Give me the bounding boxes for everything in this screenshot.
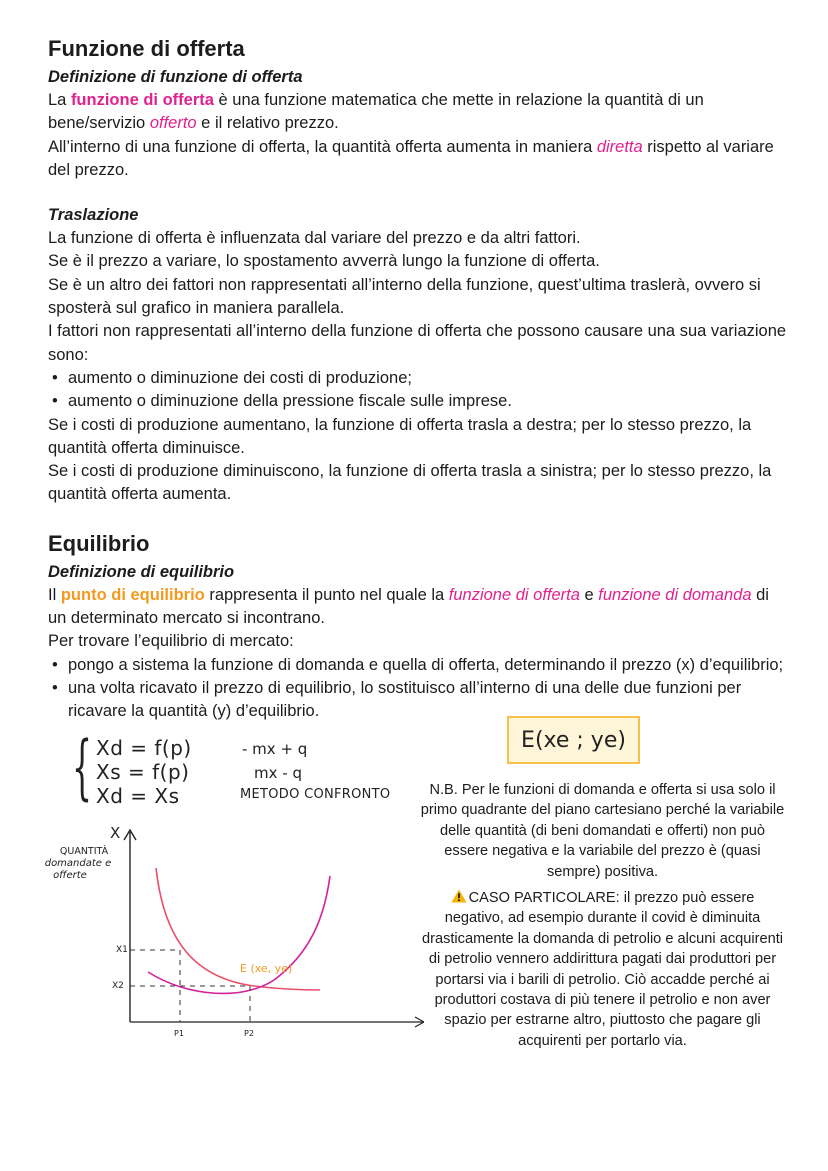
list-item: • una volta ricavato il prezzo di equilibrio, lo sostituisco all’interno di una delle due funzioni per ricavare la quantità (y) d’equilibrio. <box>48 677 788 724</box>
warning-icon <box>451 889 467 903</box>
nb-text: N.B. Per le funzioni di domanda e offerta si usa solo il primo quadrante del piano cartesiano perché la variabile delle quantità (di beni domandati e offerti) non può essere negativa e la variabile del prezzo è (quasi sempre) positiva. <box>420 782 785 880</box>
document-page <box>48 36 788 724</box>
axis-x-letter: X <box>110 824 121 842</box>
traslazione-after-2: Se i costi di produzione diminuiscono, la funzione di offerta trasla a sinistra; per lo stesso prezzo, la quantità offerta aumenta. <box>48 462 772 504</box>
paragraph-trovare-equilibrio: Per trovare l’equilibrio di mercato: <box>48 632 294 651</box>
traslazione-line-4: I fattori non rappresentati all’interno della funzione di offerta che possono causare una sua variazione sono: <box>48 322 787 364</box>
tick-x1: X1 <box>116 945 128 955</box>
list-item: • pongo a sistema la funzione di domanda e quella di offerta, determinando il prezzo (x) d’equilibrio; <box>48 654 788 677</box>
system-brace: { <box>72 726 93 808</box>
term-offerto: offerto <box>149 114 197 133</box>
section-title-equilibrio: Equilibrio <box>48 530 150 556</box>
tick-p1: P1 <box>174 1029 184 1038</box>
term-funzione-offerta-2: funzione di offerta <box>448 585 580 604</box>
note-demand-formula: - mx + q <box>242 740 308 758</box>
nb-note <box>420 780 785 1051</box>
list-item: • aumento o diminuzione della pressione fiscale sulle imprese. <box>48 390 788 413</box>
system-line-2: Xs = f(p) <box>96 760 190 784</box>
demand-curve <box>156 868 320 990</box>
traslazione-line-2: Se è il prezzo a variare, lo spostamento avverrà lungo la funzione di offerta. <box>48 252 600 271</box>
term-diretta: diretta <box>596 137 643 156</box>
traslazione-line-1: La funzione di offerta è influenzata dal variare del prezzo e da altri fattori. <box>48 229 581 248</box>
system-line-3: Xd = Xs <box>96 784 180 808</box>
subtitle-definizione-offerta: Definizione di funzione di offerta <box>48 68 303 86</box>
subtitle-traslazione: Traslazione <box>48 206 139 225</box>
paragraph-definizione-offerta: La funzione di offerta è una funzione matematica che mette in relazione la quantità di un bene/servizio offerto e il relativo prezzo. <box>48 91 704 133</box>
traslazione-line-3: Se è un altro dei fattori non rappresentati all’interno della funzione, quest’ultima traslerà, ovvero si sposterà sul grafico in maniera parallela. <box>48 275 761 318</box>
tick-x2: X2 <box>112 981 124 991</box>
ylabel-line-3: offerte <box>53 870 87 881</box>
equilibrio-bullet-list <box>48 654 788 724</box>
ylabel-line-2: domandate e <box>44 858 112 869</box>
traslazione-bullet-list <box>48 367 788 414</box>
term-punto-equilibrio: punto di equilibrio <box>60 585 205 604</box>
paragraph-punto-equilibrio: Il punto di equilibrio rappresenta il punto nel quale la funzione di offerta e funzione di domanda di un determinato mercato si incontrano. <box>48 585 769 628</box>
note-metodo-confronto: METODO CONFRONTO <box>240 787 391 802</box>
paragraph-offerta-diretta: All’interno di una funzione di offerta, la quantità offerta aumenta in maniera diretta rispetto al variare del prezzo. <box>48 137 774 179</box>
caso-text: CASO PARTICOLARE: il prezzo può essere negativo, ad esempio durante il covid è diminuita drasticamente la domanda di petrolio e alcuni acquirenti di petrolio vennero addirittura pagati dai produttori per portarsi via i barili di petrolio. Ciò accadde perché ai produttori costava di più tenere il petrolio e non aver spazio per estrarne altro, piuttosto che pagare gli acquirenti per portarlo via. <box>421 890 783 1049</box>
subtitle-definizione-equilibrio: Definizione di equilibrio <box>48 562 235 581</box>
traslazione-after-1: Se i costi di produzione aumentano, la funzione di offerta trasla a destra; per lo stesso prezzo, la quantità offerta diminuisce. <box>48 415 752 457</box>
section-title-offerta: Funzione di offerta <box>48 36 245 61</box>
caso-particolare <box>420 888 785 1051</box>
list-item: • aumento o diminuzione dei costi di produzione; <box>48 367 788 390</box>
tick-p2: P2 <box>244 1029 254 1038</box>
term-funzione-offerta: funzione di offerta <box>70 91 214 109</box>
equilibrium-graph <box>24 820 424 1040</box>
term-funzione-domanda: funzione di domanda <box>598 585 752 604</box>
equilibrium-formula: E(xe ; ye) <box>521 727 626 753</box>
ylabel-line-1: QUANTITÀ <box>59 846 109 857</box>
note-supply-formula: mx - q <box>254 764 302 782</box>
system-line-1: Xd = f(p) <box>96 736 192 760</box>
equilibrium-formula-box <box>507 716 640 764</box>
equilibrium-label: E (xe, ye) <box>240 962 293 975</box>
